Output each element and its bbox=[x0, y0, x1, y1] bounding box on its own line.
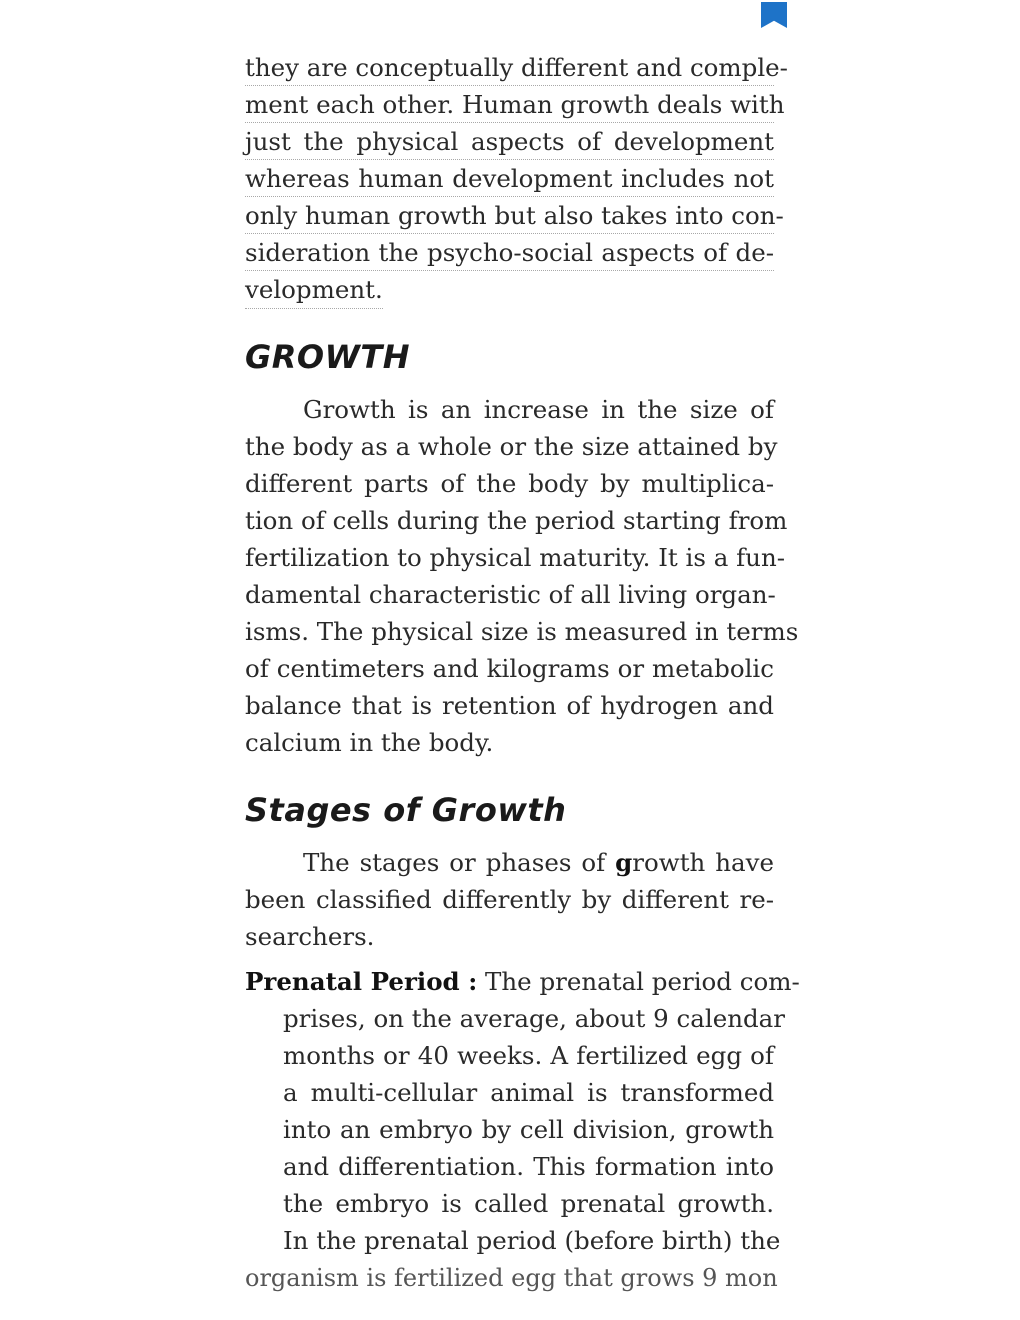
growth-line: calcium in the body. bbox=[245, 728, 494, 757]
growth-line: fertilization to physical maturity. It is a fun- bbox=[245, 543, 786, 572]
intro-line: velopment. bbox=[245, 271, 383, 309]
prenatal-line: months or 40 weeks. A fertilized egg of bbox=[283, 1041, 774, 1070]
stages-line: been classified differently by different re- bbox=[245, 885, 774, 914]
intro-line: ment each other. Human growth deals with bbox=[245, 86, 774, 123]
growth-line: damental characteristic of all living organ- bbox=[245, 580, 776, 609]
growth-paragraph bbox=[245, 391, 799, 761]
stages-paragraph bbox=[245, 844, 774, 955]
intro-line: just the physical aspects of development bbox=[245, 123, 774, 160]
intro-paragraph bbox=[245, 49, 788, 309]
prenatal-text: The prenatal period com- bbox=[477, 967, 800, 996]
growth-line: the body as a whole or the size attained by bbox=[245, 432, 778, 461]
prenatal-line: prises, on the average, about 9 calendar bbox=[283, 1004, 785, 1033]
cut-off-line: organism is fertilized egg that grows 9 mon bbox=[245, 1264, 778, 1292]
heading-stages-of-growth: Stages of Growth bbox=[245, 791, 567, 829]
stages-line bbox=[245, 844, 774, 881]
growth-line: of centimeters and kilograms or metabolic bbox=[245, 654, 774, 683]
intro-line: only human growth but also takes into con- bbox=[245, 197, 774, 234]
growth-line: balance that is retention of hydrogen and bbox=[245, 691, 774, 720]
prenatal-line: and differentiation. This formation into bbox=[283, 1152, 774, 1181]
growth-line: Growth is an increase in the size of bbox=[303, 395, 774, 424]
prenatal-line: a multi-cellular animal is transformed bbox=[283, 1078, 774, 1107]
stages-line: searchers. bbox=[245, 922, 375, 951]
prenatal-line: the embryo is called prenatal growth. bbox=[283, 1189, 774, 1218]
intro-line: whereas human development includes not bbox=[245, 160, 774, 197]
stages-bold-letter: g bbox=[615, 848, 633, 877]
bookmark-icon[interactable] bbox=[761, 2, 787, 28]
growth-line: isms. The physical size is measured in terms bbox=[245, 617, 799, 646]
growth-line: tion of cells during the period starting from bbox=[245, 506, 788, 535]
growth-line: different parts of the body by multiplica- bbox=[245, 469, 774, 498]
intro-line: they are conceptually different and comple- bbox=[245, 49, 774, 86]
heading-growth: GROWTH bbox=[245, 338, 411, 376]
prenatal-period-paragraph bbox=[245, 963, 800, 1259]
intro-line: sideration the psycho-social aspects of de- bbox=[245, 234, 774, 271]
prenatal-term: Prenatal Period : bbox=[245, 967, 478, 996]
prenatal-line: into an embryo by cell division, growth bbox=[283, 1115, 774, 1144]
stages-text: The stages or phases of bbox=[303, 848, 616, 877]
prenatal-line: In the prenatal period (before birth) the bbox=[283, 1226, 781, 1255]
prenatal-line bbox=[245, 963, 800, 1000]
stages-text: rowth have bbox=[632, 848, 774, 877]
